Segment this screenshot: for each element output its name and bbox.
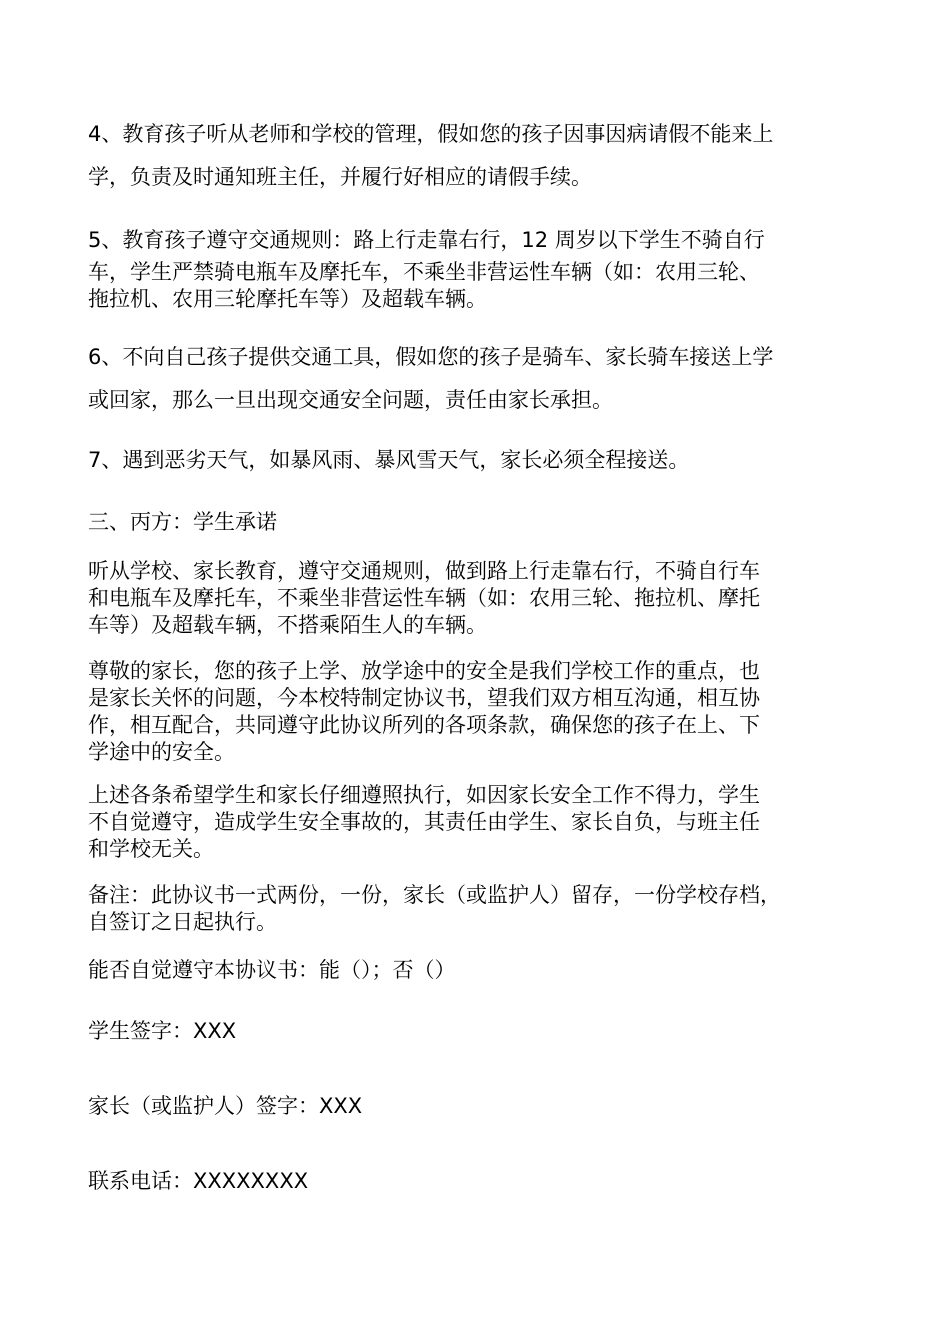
liability-line: 不自觉遵守，造成学生安全事故的，其责任由学生、家长自负，与班主任 <box>88 810 760 834</box>
clause-4-line: 4、教育孩子听从老师和学校的管理，假如您的孩子因事因病请假不能来上 <box>88 122 774 146</box>
guardian-signature: 家长（或监护人）签字：XXX <box>88 1094 363 1118</box>
liability-statement <box>88 782 888 863</box>
clause-5 <box>88 221 888 313</box>
remark-line: 自签订之日起执行。 <box>88 910 277 934</box>
parents-notice <box>88 658 888 766</box>
clause-5-line: 拖拉机、农用三轮摩托车等）及超载车辆。 <box>88 287 487 311</box>
clause-4 <box>88 113 888 199</box>
clause-6 <box>88 336 888 422</box>
parents-notice-line: 是家长关怀的问题，今本校特制定协议书，望我们双方相互沟通，相互协 <box>88 686 760 710</box>
remark-line: 备注：此协议书一式两份，一份，家长（或监护人）留存，一份学校存档， <box>88 883 781 907</box>
clause-5-line: 5、教育孩子遵守交通规则：路上行走靠右行，12 周岁以下学生不骑自行 <box>88 228 765 252</box>
student-signature: 学生签字：XXX <box>88 1019 237 1043</box>
student-pledge <box>88 558 888 639</box>
clause-6-line: 6、不向自己孩子提供交通工具，假如您的孩子是骑车、家长骑车接送上学 <box>88 345 774 369</box>
remark <box>88 882 888 936</box>
liability-line: 和学校无关。 <box>88 837 214 861</box>
clause-4-line: 学，负责及时通知班主任，并履行好相应的请假手续。 <box>88 165 592 189</box>
compliance-question: 能否自觉遵守本协议书：能（）；否（） <box>88 958 456 982</box>
clause-6-line: 或回家，那么一旦出现交通安全问题，责任由家长承担。 <box>88 388 613 412</box>
parents-notice-line: 作，相互配合，共同遵守此协议所列的各项条款，确保您的孩子在上、下 <box>88 713 760 737</box>
contact-phone: 联系电话：XXXXXXXX <box>88 1169 309 1193</box>
clause-5-line: 车，学生严禁骑电瓶车及摩托车，不乘坐非营运性车辆（如：农用三轮、 <box>88 260 760 284</box>
liability-line: 上述各条希望学生和家长仔细遵照执行，如因家长安全工作不得力，学生 <box>88 783 760 807</box>
parents-notice-line: 学途中的安全。 <box>88 740 235 764</box>
student-pledge-line: 听从学校、家长教育，遵守交通规则，做到路上行走靠右行，不骑自行车 <box>88 559 760 583</box>
section-heading: 三、丙方：学生承诺 <box>88 510 277 534</box>
clause-7: 7、遇到恶劣天气，如暴风雨、暴风雪天气，家长必须全程接送。 <box>88 448 690 472</box>
parents-notice-line: 尊敬的家长，您的孩子上学、放学途中的安全是我们学校工作的重点，也 <box>88 659 760 683</box>
student-pledge-line: 车等）及超载车辆，不搭乘陌生人的车辆。 <box>88 613 487 637</box>
student-pledge-line: 和电瓶车及摩托车，不乘坐非营运性车辆（如：农用三轮、拖拉机、摩托 <box>88 586 760 610</box>
